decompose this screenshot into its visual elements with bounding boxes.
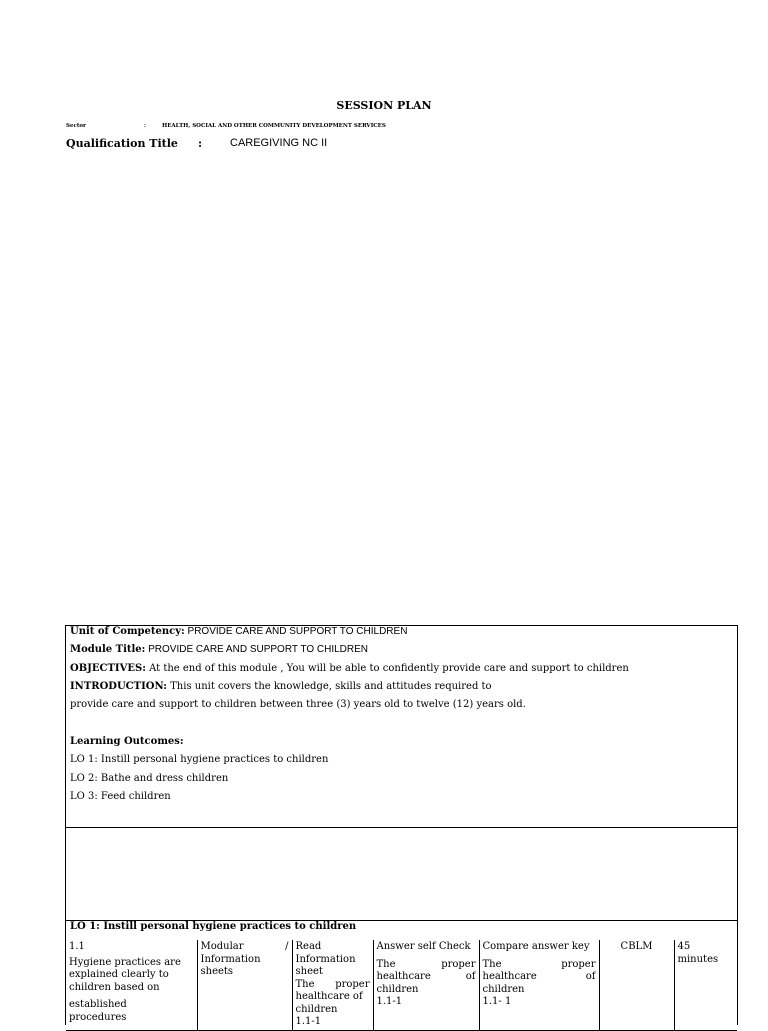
unit-of-competency	[70, 626, 407, 637]
objectives-value: At the end of this module , You will be able to confidently provide care and support to children	[145, 663, 629, 674]
section-divider	[66, 827, 737, 828]
qualification-value: CAREGIVING NC II	[230, 137, 328, 149]
table-row	[66, 940, 737, 1030]
lo-table	[66, 940, 737, 1031]
session-plan-box	[65, 625, 738, 1025]
objectives-label: OBJECTIVES:	[70, 663, 146, 674]
qualification-label: Qualification Title	[66, 137, 178, 150]
module-value: PROVIDE CARE AND SUPPORT TO CHILDREN	[145, 644, 369, 655]
learning-outcomes-heading: Learning Outcomes:	[70, 736, 184, 747]
outcome-item: LO 2: Bathe and dress children	[70, 773, 229, 784]
lo-heading: LO 1: Instill personal hygiene practices to children	[70, 921, 357, 932]
table-cell-resources: CBLM	[599, 940, 674, 1030]
table-cell-presentation: Read Information sheet The proper healthcare of children 1.1-1	[292, 940, 373, 1030]
module-title	[70, 644, 368, 655]
qualification-row	[66, 137, 328, 150]
introduction-label: INTRODUCTION:	[70, 681, 167, 692]
qualification-colon: :	[198, 137, 203, 150]
table-cell-methods: Modular / Information sheets	[197, 940, 292, 1030]
sector-label: Sector	[66, 123, 86, 129]
table-cell-time: 45 minutes	[674, 940, 737, 1030]
module-label: Module Title:	[70, 644, 146, 655]
table-cell-content: 1.1 Hygiene practices are explained clearly to children based on established procedures	[66, 940, 197, 1030]
competency-label: Unit of Competency:	[70, 626, 185, 637]
outcome-item: LO 1: Instill personal hygiene practices to children	[70, 754, 329, 765]
sector-row	[66, 123, 386, 129]
introduction	[70, 681, 492, 692]
introduction-continued: provide care and support to children between three (3) years old to twelve (12) years old.	[70, 699, 526, 710]
objectives	[70, 663, 629, 674]
table-cell-practice: Answer self Check The proper healthcare of children 1.1-1	[373, 940, 479, 1030]
table-cell-feedback: Compare answer key The proper healthcare of children 1.1- 1	[479, 940, 599, 1030]
sector-value: HEALTH, SOCIAL AND OTHER COMMUNITY DEVELOPMENT SERVICES	[162, 123, 386, 129]
introduction-value: This unit covers the knowledge, skills and attitudes required to	[166, 681, 492, 692]
sector-colon: :	[144, 123, 147, 129]
outcome-item: LO 3: Feed children	[70, 791, 171, 802]
competency-value: PROVIDE CARE AND SUPPORT TO CHILDREN	[184, 626, 408, 637]
page-title: SESSION PLAN	[336, 99, 432, 112]
